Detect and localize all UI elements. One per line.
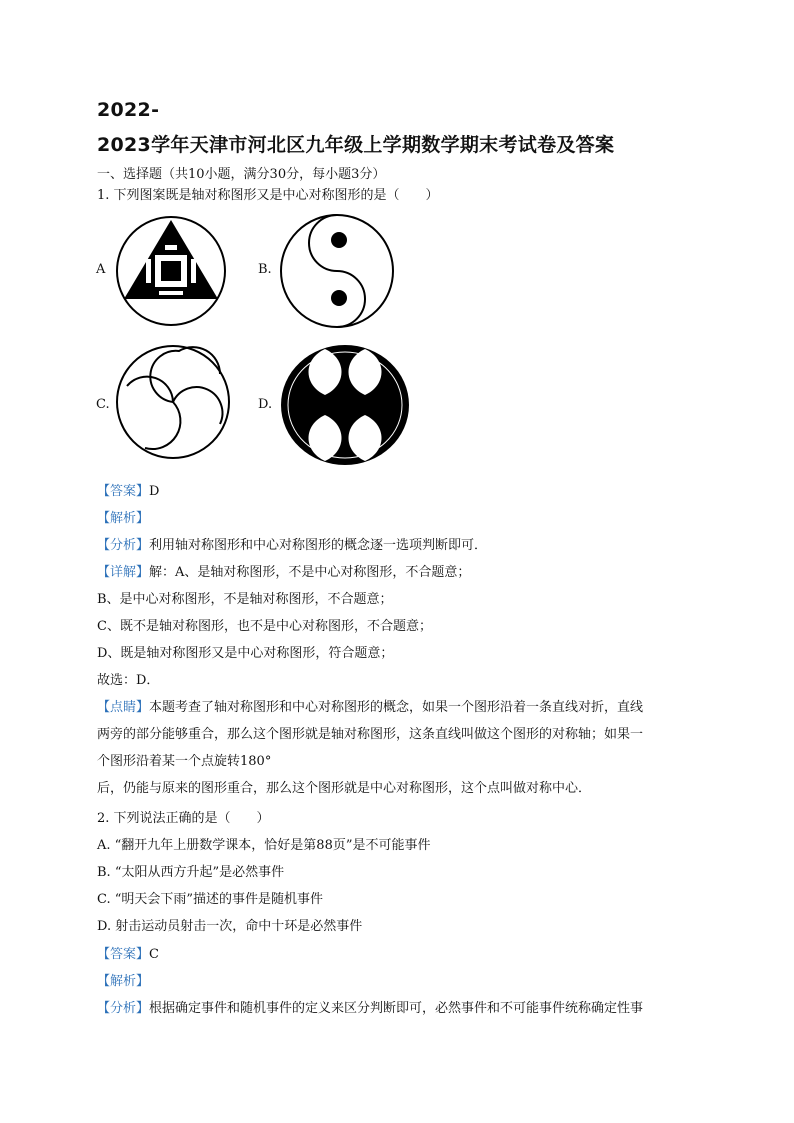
q1-answer-line <box>97 480 159 499</box>
q2-analysis-tag: 【解析】 <box>97 974 150 989</box>
q1-dianjing-line2: 两旁的部分能够重合，那么这个图形就是轴对称图形，这条直线叫做这个图形的对称轴；如果一 <box>97 727 644 742</box>
fenxi-text: 利用轴对称图形和中心对称图形的概念逐一选项判断即可． <box>149 538 488 553</box>
figure-a-triangle-emblem <box>115 215 227 327</box>
q1-option-b-label: B. <box>258 262 272 277</box>
section-heading: 一、选择题（共10小题，满分30分，每小题3分） <box>97 167 386 182</box>
q1-option-a-label: A <box>96 262 106 277</box>
q2-option-d: D. 射击运动员射击一次，命中十环是必然事件 <box>97 919 363 934</box>
xiangjie-tag: 【详解】 <box>97 565 150 580</box>
q1-option-d-label: D. <box>258 397 273 412</box>
q2-option-c: C. “明天会下雨”描述的事件是随机事件 <box>97 892 324 907</box>
q1-analysis-tag: 【解析】 <box>97 511 150 526</box>
xiangjie-text: 解：A、是轴对称图形，不是中心对称图形，不合题意； <box>149 565 471 580</box>
answer-value: D <box>149 484 160 499</box>
q1-line-c: C、既不是轴对称图形，也不是中心对称图形，不合题意； <box>97 619 432 634</box>
answer-tag: 【答案】 <box>97 947 150 962</box>
fenxi-tag: 【分析】 <box>97 538 150 553</box>
q1-dianjing-line3: 个图形沿着某一个点旋转180° <box>97 754 272 769</box>
doc-title-line2: 2023学年天津市河北区九年级上学期数学期末考试卷及答案 <box>97 134 615 156</box>
fenxi-text: 根据确定事件和随机事件的定义来区分判断即可，必然事件和不可能事件统称确定性事 <box>149 1001 644 1016</box>
dianjing-text-1: 本题考查了轴对称图形和中心对称图形的概念，如果一个图形沿着一条直线对折，直线 <box>149 700 644 715</box>
q2-stem: 2. 下列说法正确的是（ ） <box>97 811 270 826</box>
figure-c-triple-swirl <box>115 344 231 460</box>
q1-option-c-label: C. <box>96 397 110 412</box>
dianjing-tag: 【点睛】 <box>97 700 150 715</box>
doc-title-line1: 2022- <box>97 99 160 121</box>
q1-xiangjie-line <box>97 561 470 580</box>
q2-option-b: B. “太阳从西方升起”是必然事件 <box>97 865 285 880</box>
figure-d-four-petal <box>279 343 411 467</box>
q1-fenxi-line <box>97 534 487 553</box>
q1-line-b: B、是中心对称图形，不是轴对称图形，不合题意； <box>97 592 393 607</box>
answer-tag: 【答案】 <box>97 484 150 499</box>
figure-b-yin-yang <box>279 213 395 329</box>
fenxi-tag: 【分析】 <box>97 1001 150 1016</box>
q1-dianjing-line1 <box>97 696 643 715</box>
q2-fenxi-line <box>97 997 643 1016</box>
q1-choose: 故选：D． <box>97 673 160 688</box>
q1-line-d: D、既是轴对称图形又是中心对称图形，符合题意； <box>97 646 394 661</box>
q1-dianjing-line4: 后，仍能与原来的图形重合，那么这个图形就是中心对称图形，这个点叫做对称中心． <box>97 781 592 796</box>
q2-option-a: A. “翻开九年上册数学课本，恰好是第88页”是不可能事件 <box>97 838 431 853</box>
q2-answer-line <box>97 943 159 962</box>
q1-stem: 1. 下列图案既是轴对称图形又是中心对称图形的是（ ） <box>97 188 439 203</box>
answer-value: C <box>149 947 159 962</box>
